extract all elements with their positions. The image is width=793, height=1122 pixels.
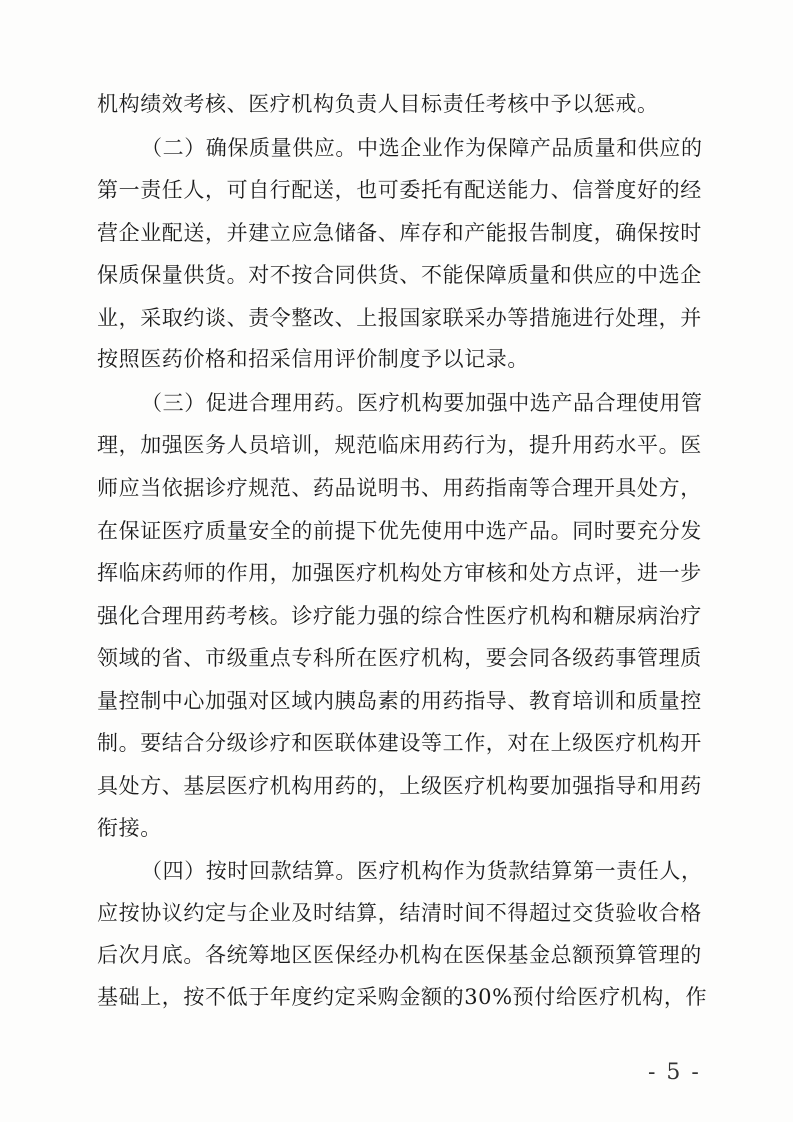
body-text-line: 具处方、基层医疗机构用药的，上级医疗机构要加强指导和用药	[97, 774, 702, 798]
body-text-line: 领域的省、市级重点专科所在医疗机构，要会同各级药事管理质	[97, 646, 702, 670]
body-text-line: 理，加强医务人员培训，规范临床用药行为，提升用药水平。医	[97, 433, 702, 457]
body-text-line: 后次月底。各统筹地区医保经办机构在医保基金总额预算管理的	[97, 943, 702, 967]
section-three-first-line: （三）促进合理用药。医疗机构要加强中选产品合理使用管	[141, 391, 703, 415]
body-text-line: 保质保量供货。对不按合同供货、不能保障质量和供应的中选企	[97, 263, 702, 287]
body-text-line: 衔接。	[97, 816, 162, 840]
body-text-line: 量控制中心加强对区域内胰岛素的用药指导、教育培训和质量控	[97, 689, 702, 713]
body-text-line: 业，采取约谈、责令整改、上报国家联采办等措施进行处理，并	[97, 306, 702, 330]
section-four-first-line: （四）按时回款结算。医疗机构作为货款结算第一责任人，	[141, 859, 703, 883]
body-text-line: 应按协议约定与企业及时结算，结清时间不得超过交货验收合格	[97, 901, 702, 925]
body-text-line: 强化合理用药考核。诊疗能力强的综合性医疗机构和糖尿病治疗	[97, 604, 702, 628]
body-text-line: 师应当依据诊疗规范、药品说明书、用药指南等合理开具处方，	[97, 476, 702, 500]
page-number: - 5 -	[648, 1060, 701, 1085]
body-text-line: 机构绩效考核、医疗机构负责人目标责任考核中予以惩戒。	[97, 92, 659, 116]
body-text-line: 挥临床药师的作用，加强医疗机构处方审核和处方点评，进一步	[97, 561, 702, 585]
body-text-line: 按照医药价格和招采信用评价制度予以记录。	[97, 347, 529, 371]
section-two-first-line: （二）确保质量供应。中选企业作为保障产品质量和供应的	[141, 136, 703, 160]
body-text-line: 在保证医疗质量安全的前提下优先使用中选产品。同时要充分发	[97, 519, 702, 543]
body-text-line: 基础上，按不低于年度约定采购金额的30%预付给医疗机构，作	[97, 985, 708, 1009]
body-text-line: 制。要结合分级诊疗和医联体建设等工作，对在上级医疗机构开	[97, 731, 702, 755]
body-text-line: 营企业配送，并建立应急储备、库存和产能报告制度，确保按时	[97, 221, 702, 245]
body-text-line: 第一责任人，可自行配送，也可委托有配送能力、信誉度好的经	[97, 178, 702, 202]
